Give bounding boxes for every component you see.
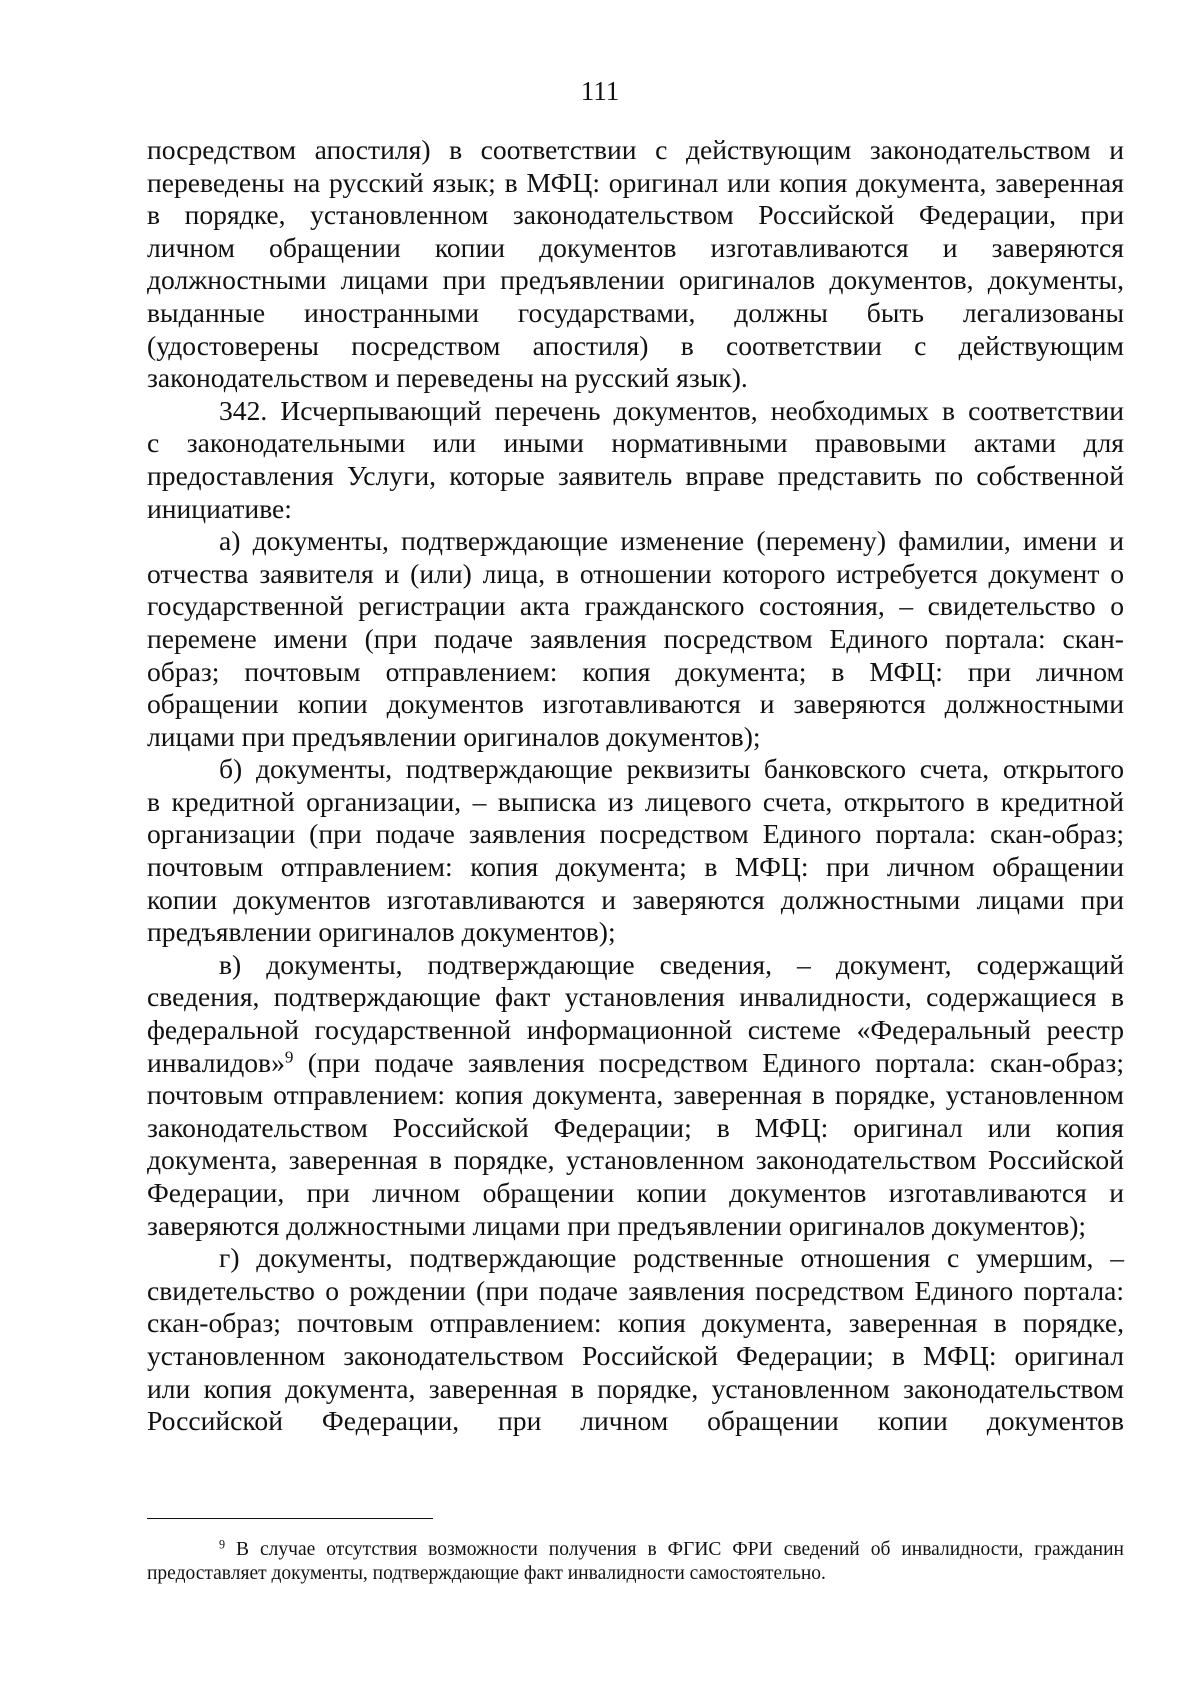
footnote-text: В случае отсутствия возможности получения в ФГИС ФРИ сведений об инвалидности, гражданин предоставляет документы, подтверждающие факт инвалидности самостоятельно. (147, 1539, 1124, 1584)
paragraph-item-342-line: инициативе: (147, 492, 292, 524)
paragraph-item-g-line: установленном законодательством Российской Федерации; в МФЦ: оригинал (147, 1339, 1124, 1371)
paragraph-item-v-line: почтовым отправлением: копия документа, заверенная в порядке, установленном (147, 1079, 1124, 1111)
footnote-reference: 9 (284, 1047, 294, 1067)
page-number: 111 (580, 76, 620, 106)
footnote (147, 1538, 1124, 1586)
paragraph-continuation-line: (удостоверены посредством апостиля) в соответствии с действующим (147, 329, 1124, 361)
paragraph-continuation-line: переведены на русский язык; в МФЦ: оригинал или копия документа, заверенная (147, 166, 1124, 198)
paragraph-item-v-line (147, 1047, 1124, 1080)
paragraph-item-a-line: лицами при предъявлении оригиналов документов); (147, 720, 761, 752)
paragraph-item-v-line: законодательством Российской Федерации; в МФЦ: оригинал или копия (147, 1111, 1124, 1143)
paragraph-item-v-line: документа, заверенная в порядке, установленном законодательством Российской (147, 1144, 1124, 1176)
line-text: инвалидов» (147, 1046, 285, 1078)
paragraph-continuation-line: личном обращении копии документов изготавливаются и заверяются (147, 231, 1124, 263)
paragraph-item-a-line: государственной регистрации акта гражданского состояния, – свидетельство о (147, 590, 1124, 622)
paragraph-item-g-line: скан-образ; почтовым отправлением: копия документа, заверенная в порядке, (147, 1307, 1124, 1339)
paragraph-item-b-line: копии документов изготавливаются и заверяются должностными лицами при (147, 883, 1124, 915)
paragraph-item-g-line: г) документы, подтверждающие родственные отношения с умершим, – (219, 1242, 1124, 1274)
paragraph-continuation-line: должностными лицами при предъявлении оригиналов документов, документы, (147, 264, 1124, 296)
footnote-mark: 9 (219, 1537, 226, 1552)
paragraph-item-b-line: в кредитной организации, – выписка из лицевого счета, открытого в кредитной (147, 785, 1124, 817)
paragraph-item-a-line: образ; почтовым отправлением: копия документа; в МФЦ: при личном (147, 655, 1124, 687)
line-text: (при подаче заявления посредством Единого портала: скан-образ; (293, 1046, 1124, 1078)
paragraph-item-a-line: перемене имени (при подаче заявления посредством Единого портала: скан- (147, 622, 1124, 654)
paragraph-item-g-line: Российской Федерации, при личном обращении копии документов (147, 1405, 1124, 1437)
paragraph-continuation-line: выданные иностранными государствами, должны быть легализованы (147, 296, 1124, 328)
paragraph-item-342-line: предоставления Услуги, которые заявитель вправе представить по собственной (147, 459, 1124, 491)
paragraph-item-342-line: 342. Исчерпывающий перечень документов, необходимых в соответствии (219, 394, 1124, 426)
paragraph-item-b-line: организации (при подаче заявления посредством Единого портала: скан-образ; (147, 818, 1124, 850)
paragraph-continuation-line: законодательством и переведены на русский язык). (147, 362, 748, 394)
paragraph-item-b-line: предъявлении оригиналов документов); (147, 916, 616, 948)
paragraph-continuation-line: в порядке, установленном законодательством Российской Федерации, при (147, 199, 1124, 231)
paragraph-item-v-line: Федерации, при личном обращении копии документов изготавливаются и (147, 1177, 1124, 1208)
paragraph-item-a-line: обращении копии документов изготавливаются и заверяются должностными (147, 688, 1124, 720)
paragraph-item-v-line: в) документы, подтверждающие сведения, – документ, содержащий (219, 948, 1124, 980)
paragraph-item-g-line: или копия документа, заверенная в порядке, установленном законодательством (147, 1372, 1124, 1404)
paragraph-item-v-line: сведения, подтверждающие факт установления инвалидности, содержащиеся в (147, 981, 1124, 1013)
paragraph-item-b-line: почтовым отправлением: копия документа; в МФЦ: при личном обращении (147, 851, 1124, 883)
paragraph-item-a-line: отчества заявителя и (или) лица, в отношении которого истребуется документ о (147, 557, 1124, 589)
document-body (147, 134, 1124, 1438)
paragraph-item-v-line: федеральной государственной информационной системе «Федеральный реестр (147, 1014, 1124, 1046)
paragraph-continuation-line: посредством апостиля) в соответствии с действующим законодательством и (147, 134, 1124, 165)
paragraph-item-b-line: б) документы, подтверждающие реквизиты банковского счета, открытого (219, 753, 1124, 785)
footnote-separator (147, 1518, 433, 1519)
paragraph-item-g-line: свидетельство о рождении (при подаче заявления посредством Единого портала: (147, 1274, 1124, 1306)
paragraph-item-342-line: с законодательными или иными нормативными правовыми актами для (147, 427, 1124, 459)
paragraph-item-a-line: а) документы, подтверждающие изменение (перемену) фамилии, имени и (219, 525, 1124, 557)
paragraph-item-v-line: заверяются должностными лицами при предъявлении оригиналов документов); (147, 1209, 1087, 1241)
